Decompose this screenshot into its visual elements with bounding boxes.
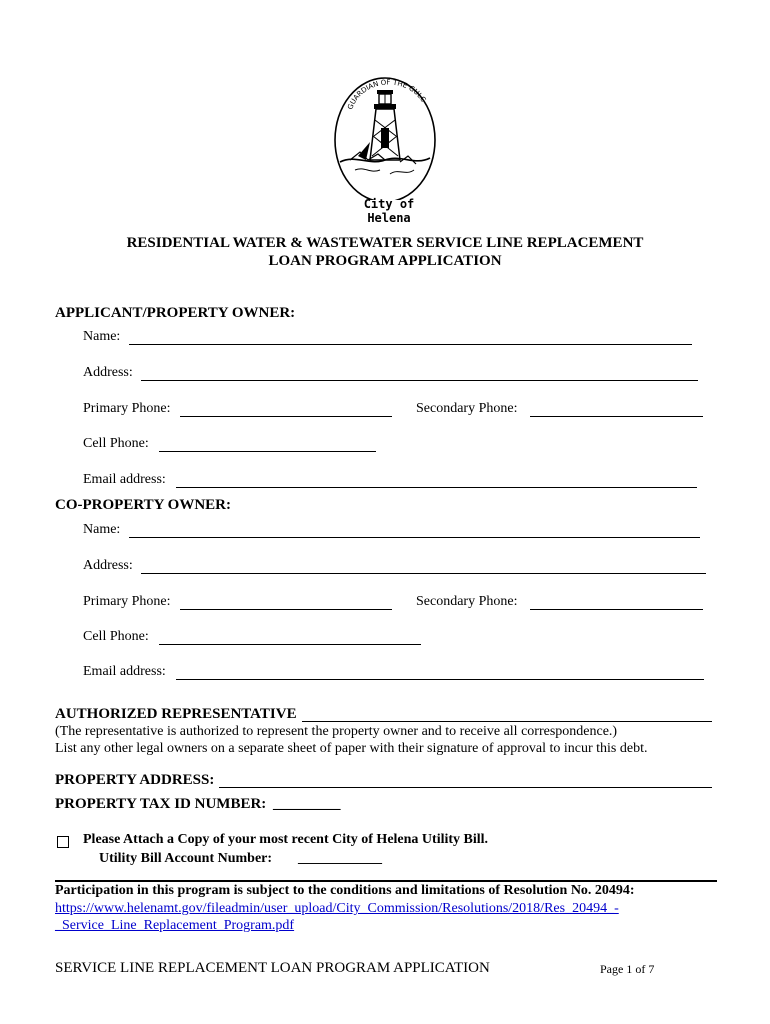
applicant-primary-phone-label: Primary Phone: [83, 401, 171, 416]
applicant-name-label: Name: [83, 329, 121, 344]
applicant-primary-phone-field[interactable] [180, 416, 392, 417]
applicant-email-field[interactable] [176, 487, 697, 488]
section-divider [55, 880, 717, 882]
applicant-secondary-phone-label: Secondary Phone: [416, 401, 518, 416]
representative-field[interactable] [302, 721, 712, 722]
property-address-label: PROPERTY ADDRESS: [55, 772, 215, 788]
page-number: Page 1 of 7 [600, 962, 655, 976]
co-owner-secondary-phone-field[interactable] [530, 609, 703, 610]
resolution-link-line2[interactable]: _Service_Line_Replacement_Program.pdf [55, 918, 295, 933]
attach-bill-checkbox[interactable] [57, 836, 69, 848]
applicant-heading: APPLICANT/PROPERTY OWNER: [55, 305, 296, 321]
co-owner-address-label: Address: [83, 558, 133, 573]
co-owner-cell-phone-label: Cell Phone: [83, 629, 149, 644]
co-owner-cell-phone-field[interactable] [159, 644, 421, 645]
applicant-cell-phone-label: Cell Phone: [83, 436, 149, 451]
city-name-caption: City of Helena [363, 197, 415, 225]
utility-account-label: Utility Bill Account Number: [99, 851, 273, 866]
applicant-name-field[interactable] [129, 344, 692, 345]
applicant-email-label: Email address: [83, 472, 166, 487]
lighthouse-icon [330, 70, 440, 200]
property-tax-id-label: PROPERTY TAX ID NUMBER: [55, 796, 267, 812]
representative-heading: AUTHORIZED REPRESENTATIVE [55, 706, 297, 722]
co-owner-address-field[interactable] [141, 573, 706, 574]
document-title-line2: LOAN PROGRAM APPLICATION [268, 253, 502, 269]
seal-arc-text: GUARDIAN OF THE GULC [346, 78, 428, 111]
representative-note: (The representative is authorized to represent the property owner and to receive all correspondence.) [55, 724, 618, 739]
applicant-address-field[interactable] [141, 380, 698, 381]
co-owner-email-field[interactable] [176, 679, 704, 680]
property-tax-id-field[interactable]: _________ [273, 796, 341, 812]
co-owner-secondary-phone-label: Secondary Phone: [416, 594, 518, 609]
resolution-link-line1[interactable]: https://www.helenamt.gov/fileadmin/user_upload/City_Commission/Resolutions/2018/Res_20494_- [55, 901, 619, 916]
co-owner-name-field[interactable] [129, 537, 700, 538]
co-owner-email-label: Email address: [83, 664, 166, 679]
document-title-line1: RESIDENTIAL WATER & WASTEWATER SERVICE LINE REPLACEMENT [126, 235, 644, 251]
co-owner-primary-phone-field[interactable] [180, 609, 392, 610]
other-owners-note: List any other legal owners on a separate sheet of paper with their signature of approval to incur this debt. [55, 741, 648, 756]
city-seal-logo [330, 70, 440, 210]
applicant-address-label: Address: [83, 365, 133, 380]
applicant-cell-phone-field[interactable] [159, 451, 376, 452]
attach-bill-instruction: Please Attach a Copy of your most recent City of Helena Utility Bill. [83, 832, 489, 847]
co-owner-primary-phone-label: Primary Phone: [83, 594, 171, 609]
property-address-field[interactable] [219, 787, 712, 788]
applicant-secondary-phone-field[interactable] [530, 416, 703, 417]
participation-statement: Participation in this program is subject to the conditions and limitations of Resolution No. 20494: [55, 883, 635, 898]
co-owner-name-label: Name: [83, 522, 121, 537]
utility-account-field[interactable]: ____________ [298, 851, 382, 866]
footer-title: SERVICE LINE REPLACEMENT LOAN PROGRAM APPLICATION [55, 960, 490, 976]
co-owner-heading: CO-PROPERTY OWNER: [55, 497, 231, 513]
